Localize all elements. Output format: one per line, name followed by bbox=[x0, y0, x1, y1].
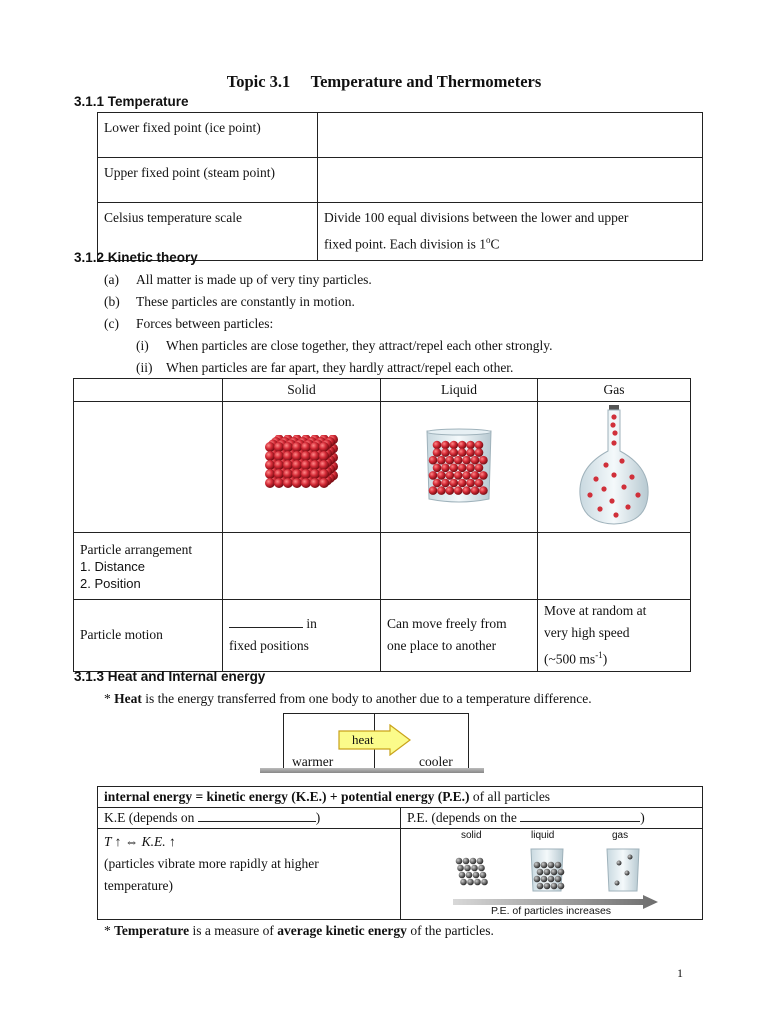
pe-depends: P.E. (depends on the ) bbox=[407, 810, 645, 825]
particle bbox=[625, 504, 630, 509]
particle bbox=[473, 872, 480, 879]
particle bbox=[265, 469, 275, 479]
particle bbox=[437, 456, 446, 465]
particle bbox=[458, 441, 467, 450]
particle bbox=[471, 456, 480, 465]
arrangement-position: 2. Position bbox=[80, 575, 141, 591]
particle bbox=[544, 883, 551, 890]
particle bbox=[310, 451, 320, 461]
particle bbox=[460, 879, 467, 886]
list-item bbox=[104, 271, 119, 289]
header-solid: Solid bbox=[223, 379, 381, 402]
particle bbox=[283, 451, 293, 461]
particle bbox=[555, 862, 562, 869]
heat-arrow-icon bbox=[338, 724, 412, 756]
particle bbox=[446, 471, 455, 480]
particle bbox=[433, 479, 442, 488]
particle bbox=[612, 430, 617, 435]
particle bbox=[534, 876, 541, 883]
blank-line bbox=[229, 627, 303, 628]
particle bbox=[450, 448, 459, 457]
particle bbox=[611, 440, 616, 445]
pe-solid-label: solid bbox=[461, 830, 482, 841]
particle bbox=[292, 469, 302, 479]
particle bbox=[462, 456, 471, 465]
particle bbox=[301, 460, 311, 470]
particle bbox=[551, 883, 558, 890]
particle bbox=[603, 462, 608, 467]
particle bbox=[611, 414, 616, 419]
arrangement-label: Particle arrangement bbox=[80, 541, 193, 557]
internal-energy-table bbox=[97, 786, 703, 920]
particle bbox=[292, 460, 302, 470]
motion-solid-1: in bbox=[303, 616, 317, 632]
particle bbox=[475, 464, 484, 473]
particle bbox=[437, 471, 446, 480]
particle bbox=[475, 441, 484, 450]
states-table bbox=[73, 378, 691, 672]
ke-formula: T ↑ ⇔ K.E. ↑ bbox=[104, 834, 176, 849]
particle bbox=[310, 478, 320, 488]
particle bbox=[319, 460, 329, 470]
motion-liquid-1: Can move freely from bbox=[387, 616, 507, 632]
particle bbox=[611, 472, 616, 477]
particle bbox=[609, 498, 614, 503]
particle bbox=[458, 464, 467, 473]
ke-note-2: temperature) bbox=[104, 878, 173, 893]
particle bbox=[548, 876, 555, 883]
particle bbox=[274, 442, 284, 452]
sub-list-text: When particles are close together, they attract/repel each other strongly. bbox=[166, 338, 553, 353]
particle bbox=[458, 448, 467, 457]
particle bbox=[310, 442, 320, 452]
ke-depends: K.E (depends on ) bbox=[104, 810, 321, 825]
particle bbox=[292, 451, 302, 461]
particle bbox=[541, 876, 548, 883]
particle bbox=[621, 484, 626, 489]
particle bbox=[454, 471, 463, 480]
particle bbox=[477, 858, 484, 865]
list-marker: (c) bbox=[104, 316, 119, 331]
particle bbox=[265, 451, 275, 461]
cooler-label: cooler bbox=[419, 754, 453, 769]
particle bbox=[274, 469, 284, 479]
particle bbox=[464, 865, 471, 872]
particle bbox=[459, 872, 466, 879]
particle bbox=[593, 476, 598, 481]
particle bbox=[429, 456, 438, 465]
list-item bbox=[104, 293, 120, 311]
particle bbox=[274, 451, 284, 461]
table-cell bbox=[318, 203, 702, 260]
particle bbox=[450, 464, 459, 473]
particle bbox=[471, 865, 478, 872]
particle bbox=[301, 442, 311, 452]
particle bbox=[466, 441, 475, 450]
solid-particles-image bbox=[262, 435, 342, 495]
particle bbox=[283, 460, 293, 470]
particle bbox=[466, 479, 475, 488]
particle bbox=[441, 464, 450, 473]
particle bbox=[587, 492, 592, 497]
particle bbox=[462, 471, 471, 480]
pe-states-image bbox=[451, 843, 651, 895]
pe-caption: P.E. of particles increases bbox=[491, 905, 612, 917]
motion-solid-2: fixed positions bbox=[229, 638, 309, 654]
table-cell bbox=[318, 113, 702, 121]
table-cell: Upper fixed point (steam point) bbox=[104, 165, 275, 180]
particle bbox=[454, 456, 463, 465]
list-item bbox=[104, 315, 119, 333]
motion-label: Particle motion bbox=[80, 627, 163, 643]
particle bbox=[283, 478, 293, 488]
particle bbox=[429, 471, 438, 480]
particle bbox=[433, 441, 442, 450]
particle bbox=[470, 858, 477, 865]
warmer-label: warmer bbox=[292, 754, 334, 769]
celsius-desc: Divide 100 equal divisions between the lower and upper bbox=[324, 210, 629, 225]
list-marker: (b) bbox=[104, 294, 120, 309]
particle bbox=[446, 456, 455, 465]
particle bbox=[283, 442, 293, 452]
particle bbox=[274, 460, 284, 470]
particle bbox=[479, 486, 488, 495]
table-cell: Celsius temperature scale bbox=[104, 210, 242, 225]
particle bbox=[310, 469, 320, 479]
particle bbox=[601, 486, 606, 491]
particle bbox=[441, 448, 450, 457]
particle bbox=[454, 486, 463, 495]
particle bbox=[478, 865, 485, 872]
pe-gas-label: gas bbox=[612, 830, 629, 841]
list-item-text: All matter is made up of very tiny particles. bbox=[136, 272, 372, 287]
internal-energy-header: internal energy = kinetic energy (K.E.) + potential energy (P.E.) of all particles bbox=[104, 789, 551, 804]
particle bbox=[635, 492, 640, 497]
particle bbox=[466, 448, 475, 457]
particle bbox=[446, 486, 455, 495]
particle bbox=[283, 469, 293, 479]
particle bbox=[265, 478, 275, 488]
sub-list-marker: (ii) bbox=[136, 360, 153, 375]
particle bbox=[301, 469, 311, 479]
particle bbox=[466, 464, 475, 473]
particle bbox=[471, 471, 480, 480]
particle bbox=[433, 464, 442, 473]
page-number: 1 bbox=[677, 966, 683, 980]
particle bbox=[475, 448, 484, 457]
particle bbox=[319, 451, 329, 461]
particle bbox=[319, 469, 329, 479]
particle bbox=[265, 460, 275, 470]
table-cell: Lower fixed point (ice point) bbox=[104, 120, 261, 135]
particle bbox=[433, 448, 442, 457]
particle bbox=[310, 460, 320, 470]
particle bbox=[544, 869, 551, 876]
heat-definition: * Heat is the energy transferred from one body to another due to a temperature difference. bbox=[104, 691, 592, 706]
sub-list-text: When particles are far apart, they hardly attract/repel each other. bbox=[166, 360, 514, 375]
particle bbox=[619, 458, 624, 463]
particle bbox=[462, 486, 471, 495]
celsius-unit: C bbox=[490, 236, 500, 252]
particle bbox=[301, 451, 311, 461]
particle bbox=[274, 478, 284, 488]
liquid-beaker-image bbox=[419, 425, 499, 505]
section-heading-kinetic: 3.1.2 Kinetic theory bbox=[74, 250, 198, 265]
particle bbox=[481, 879, 488, 886]
celsius-desc-2: fixed point. Each division is 1 bbox=[324, 236, 486, 252]
particle bbox=[450, 441, 459, 450]
header-gas: Gas bbox=[538, 379, 691, 402]
particle bbox=[429, 486, 438, 495]
list-marker: (a) bbox=[104, 272, 119, 287]
particle bbox=[474, 879, 481, 886]
temperature-table bbox=[97, 112, 703, 261]
particle bbox=[265, 442, 275, 452]
particle bbox=[466, 872, 473, 879]
sub-list-marker: (i) bbox=[136, 338, 149, 353]
motion-liquid-2: one place to another bbox=[387, 638, 497, 654]
particle bbox=[437, 486, 446, 495]
particle bbox=[475, 479, 484, 488]
particle bbox=[534, 862, 541, 869]
particle bbox=[537, 869, 544, 876]
ke-note-1: (particles vibrate more rapidly at higher bbox=[104, 856, 319, 871]
particle bbox=[463, 858, 470, 865]
motion-gas-3: (~500 $ms^{-1}$) bbox=[544, 650, 608, 667]
particle bbox=[441, 441, 450, 450]
particle bbox=[467, 879, 474, 886]
particle bbox=[558, 869, 565, 876]
list-item-text: These particles are constantly in motion. bbox=[136, 294, 355, 309]
particle bbox=[541, 862, 548, 869]
particle bbox=[548, 862, 555, 869]
particle bbox=[479, 456, 488, 465]
motion-gas-1: Move at random at bbox=[544, 603, 647, 618]
particle bbox=[480, 872, 487, 879]
particle bbox=[613, 512, 618, 517]
particle bbox=[450, 479, 459, 488]
particle bbox=[458, 479, 467, 488]
particle bbox=[555, 876, 562, 883]
table-cell bbox=[318, 158, 702, 166]
particle bbox=[292, 442, 302, 452]
particle bbox=[456, 858, 463, 865]
particle bbox=[301, 478, 311, 488]
section-heading-temperature: 3.1.1 Temperature bbox=[74, 94, 189, 109]
header-liquid: Liquid bbox=[381, 379, 538, 402]
particle bbox=[441, 479, 450, 488]
temperature-definition: * Temperature is a measure of average kinetic energy of the particles. bbox=[104, 923, 494, 938]
list-item-text: Forces between particles: bbox=[136, 316, 274, 331]
page-title: Topic 3.1 Temperature and Thermometers bbox=[226, 72, 542, 91]
pe-liquid-label: liquid bbox=[531, 830, 555, 841]
arrangement-distance: 1. Distance bbox=[80, 558, 146, 574]
particle bbox=[471, 486, 480, 495]
particle bbox=[610, 422, 615, 427]
heat-arrow-label: heat bbox=[352, 732, 374, 747]
degree-sup: o bbox=[485, 235, 491, 245]
section-heading-heat: 3.1.3 Heat and Internal energy bbox=[74, 669, 266, 684]
particle bbox=[558, 883, 565, 890]
gas-flask-image bbox=[576, 403, 652, 527]
particle bbox=[319, 478, 329, 488]
particle bbox=[479, 471, 488, 480]
particle bbox=[629, 474, 634, 479]
particle bbox=[551, 869, 558, 876]
particle bbox=[292, 478, 302, 488]
particle bbox=[597, 506, 602, 511]
particle bbox=[319, 442, 329, 452]
particle bbox=[457, 865, 464, 872]
particle bbox=[537, 883, 544, 890]
motion-gas-2: very high speed bbox=[544, 625, 630, 640]
